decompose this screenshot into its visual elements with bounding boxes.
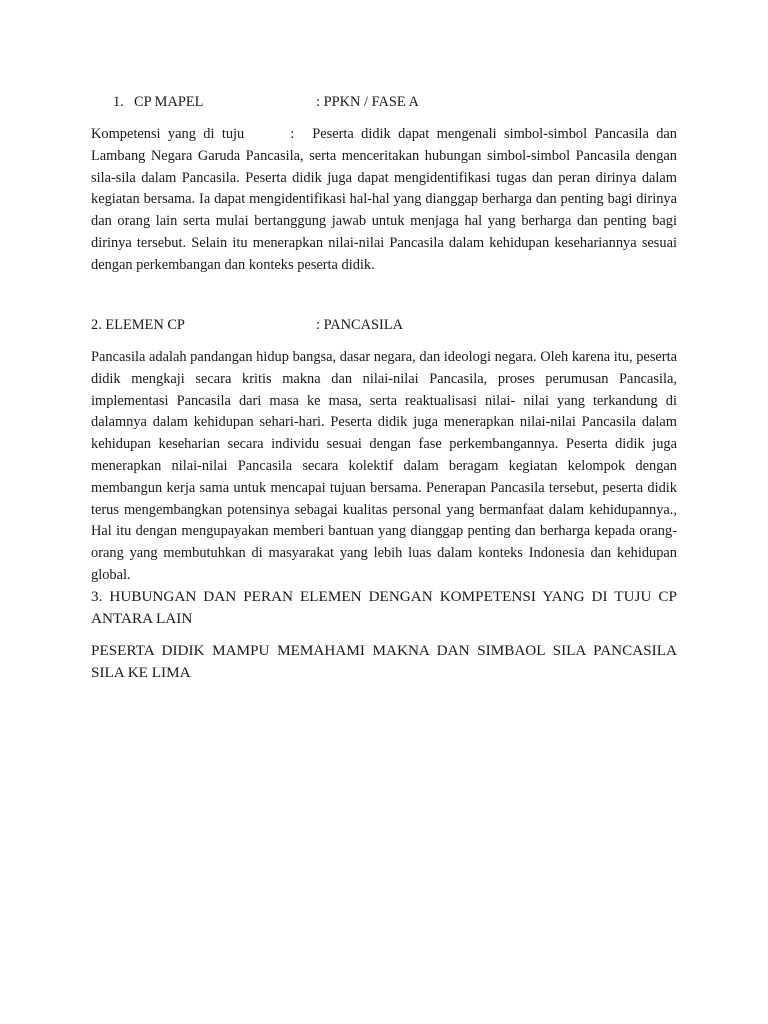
section1-value: : PPKN / FASE A: [316, 94, 419, 110]
competency-label: Kompetensi yang di tuju: [91, 126, 245, 142]
competency-text: Peserta didik dapat mengenali simbol-simbol Pancasila dan Lambang Negara Garuda Pancasila, serta menceritakan hubungan simbol-simbol Pancasila dengan sila-sila dalam Pancasila. Peserta didik juga dapat mengidentifikasi tugas dan peran dirinya dalam kegiatan bersama. Ia dapat mengidentifikasi hal-hal yang dianggap berharga dan penting bagi dirinya dan orang lain serta mulai bertanggung jawab untuk menjaga hal yang berharga dan penting bagi dirinya tersebut. Selain itu menerapkan nilai-nilai Pancasila dalam kehidupan kesehariannya sesuai dengan perkembangan dan konteks peserta didik.: [91, 126, 678, 273]
section2-label: 2. ELEMEN CP: [91, 317, 185, 333]
section1-label: CP MAPEL: [134, 94, 204, 110]
section1-number: 1.: [113, 94, 124, 110]
competency-paragraph: [91, 124, 677, 277]
section2-value: : PANCASILA: [316, 317, 404, 333]
section3-heading: 3. HUBUNGAN DAN PERAN ELEMEN DENGAN KOMPETENSI YANG DI TUJU CP ANTARA LAIN: [91, 588, 677, 627]
section3-statement: PESERTA DIDIK MAMPU MEMAHAMI MAKNA DAN SIMBAOL SILA PANCASILA SILA KE LIMA: [91, 642, 677, 681]
competency-colon: :: [290, 126, 295, 142]
element-paragraph: Pancasila adalah pandangan hidup bangsa, dasar negara, dan ideologi negara. Oleh karena itu, peserta didik mengkaji secara kritis makna dan nilai-nilai Pancasila, proses perumusan Pancasila, implementasi Pancasila dari masa ke masa, serta reaktualisasi nilai- nilai yang terkandung di dalamnya dalam kehidupan sehari-hari. Peserta didik juga menerapkan nilai-nilai Pancasila dalam kehidupan keseharian secara individu sesuai dengan fase perkembangannya. Peserta didik juga menerapkan nilai-nilai Pancasila secara kolektif dalam beragam kegiatan kelompok dengan membangun kerja sama untuk mencapai tujuan bersama. Penerapan Pancasila tersebut, peserta didik terus mengembangkan potensinya sebagai kualitas personal yang bermanfaat dalam kehidupannya., Hal itu dengan mengupayakan memberi bantuan yang dianggap penting dan berharga kepada orang-orang yang membutuhkan di masyarakat yang lebih luas dalam konteks Indonesia dan kehidupan global.: [91, 349, 677, 583]
